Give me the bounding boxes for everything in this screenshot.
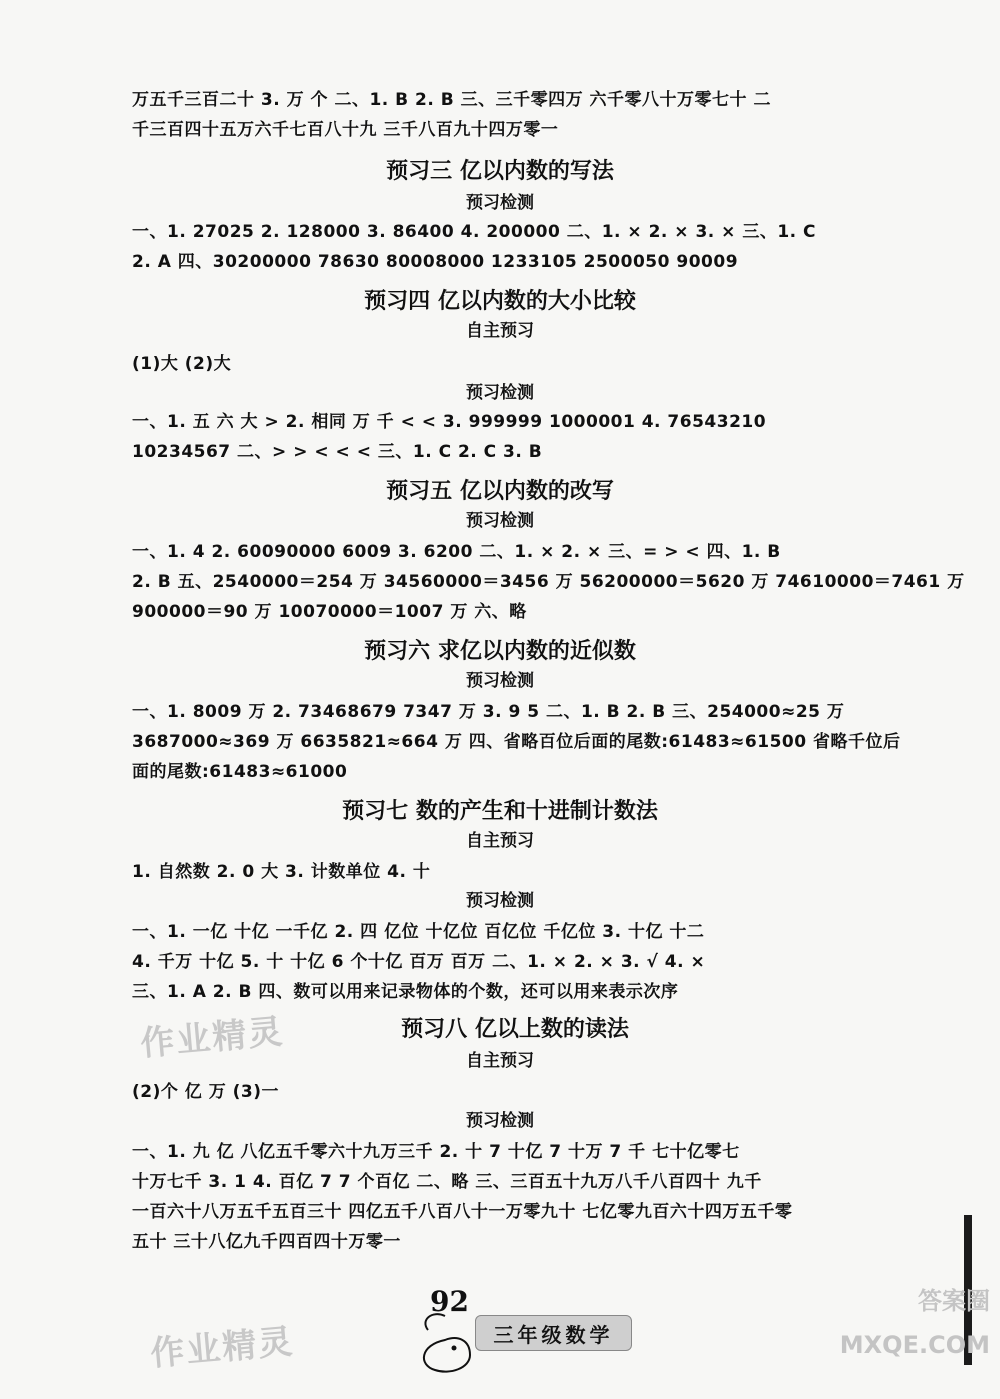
answer-line-5: (1)大 (2)大 (132, 354, 232, 374)
answer-line-21: 一百六十八万五千五百三十 四亿五千八百八十一万零九十 七亿零九百六十四万五千零 (132, 1202, 793, 1222)
subheading-check-8: 预习检测 (466, 1111, 534, 1131)
answer-line-2: 千三百四十五万六千七百八十九 三千八百九十四万零一 (132, 120, 559, 140)
subheading-check-7: 预习检测 (466, 891, 534, 911)
answer-line-15: 一、1. 一亿 十亿 一千亿 2. 四 亿位 十亿位 百亿位 千亿位 3. 十亿 十二 (132, 922, 705, 942)
answer-line-1: 万五千三百二十 3. 万 个 二、1. B 2. B 三、三千零四万 六千零八十万零七十 二 (132, 90, 771, 110)
page-number: 92 (430, 1285, 469, 1318)
answer-line-18: (2)个 亿 万 (3)一 (132, 1082, 279, 1102)
page-footer (410, 1285, 640, 1375)
answer-line-4: 2. A 四、30200000 78630 80008000 1233105 2500050 90009 (132, 252, 739, 272)
grade-subject-banner: 三年级数学 (475, 1315, 632, 1351)
section-title-3: 预习三 亿以内数的写法 (386, 159, 614, 184)
answer-line-22: 五十 三十八亿九千四百四十万零一 (132, 1232, 401, 1252)
section-title-5: 预习五 亿以内数的改写 (386, 479, 614, 504)
seal-mascot-icon (410, 1290, 480, 1380)
subheading-check-4: 预习检测 (466, 383, 534, 403)
subheading-self-4: 自主预习 (466, 321, 534, 341)
watermark-logo-bottom: 作业精灵 (148, 1321, 296, 1375)
answer-line-7: 10234567 二、> > < < < 三、1. C 2. C 3. B (132, 442, 543, 462)
corner-logo-url: MXQE.COM (839, 1331, 990, 1359)
answer-line-6: 一、1. 五 六 大 > 2. 相同 万 千 < < 3. 999999 1000001 4. 76543210 (132, 412, 767, 432)
answer-line-17: 三、1. A 2. B 四、数可以用来记录物体的个数，还可以用来表示次序 (132, 982, 679, 1002)
corner-logo (760, 1279, 1000, 1399)
subheading-check-6: 预习检测 (466, 671, 534, 691)
section-title-4: 预习四 亿以内数的大小比较 (364, 289, 636, 314)
corner-logo-title: 答案圈 (918, 1287, 990, 1315)
answer-line-13: 面的尾数:61483≈61000 (132, 762, 348, 782)
subheading-check-3: 预习检测 (466, 193, 534, 213)
answer-line-14: 1. 自然数 2. 0 大 3. 计数单位 4. 十 (132, 862, 431, 882)
answer-line-8: 一、1. 4 2. 60090000 6009 3. 6200 二、1. × 2. × 三、= > < 四、1. B (132, 542, 781, 562)
answer-line-16: 4. 千万 十亿 5. 十 十亿 6 个十亿 百万 百万 二、1. × 2. × 3. √ 4. × (132, 952, 706, 972)
answer-line-10: 900000＝90 万 10070000＝1007 万 六、略 (132, 602, 527, 622)
answer-line-3: 一、1. 27025 2. 128000 3. 86400 4. 200000 二、1. × 2. × 3. × 三、1. C (132, 222, 817, 242)
section-title-6: 预习六 求亿以内数的近似数 (364, 639, 636, 664)
answer-line-20: 十万七千 3. 1 4. 百亿 7 7 个百亿 二、略 三、三百五十九万八千八百四十 九千 (132, 1172, 762, 1192)
answer-line-9: 2. B 五、2540000＝254 万 34560000＝3456 万 56200000＝5620 万 74610000＝7461 万 (132, 572, 965, 592)
answer-line-12: 3687000≈369 万 6635821≈664 万 四、省略百位后面的尾数:61483≈61500 省略千位后 (132, 732, 901, 752)
subheading-self-8: 自主预习 (466, 1051, 534, 1071)
watermark-logo: 作业精灵 (138, 1011, 286, 1065)
answer-line-11: 一、1. 8009 万 2. 73468679 7347 万 3. 9 5 二、1. B 2. B 三、254000≈25 万 (132, 702, 845, 722)
subheading-check-5: 预习检测 (466, 511, 534, 531)
subheading-self-7: 自主预习 (466, 831, 534, 851)
section-title-8: 预习八 亿以上数的读法 (401, 1017, 629, 1042)
section-title-7: 预习七 数的产生和十进制计数法 (342, 799, 658, 824)
answer-line-19: 一、1. 九 亿 八亿五千零六十九万三千 2. 十 7 十亿 7 十万 7 千 七十亿零七 (132, 1142, 740, 1162)
